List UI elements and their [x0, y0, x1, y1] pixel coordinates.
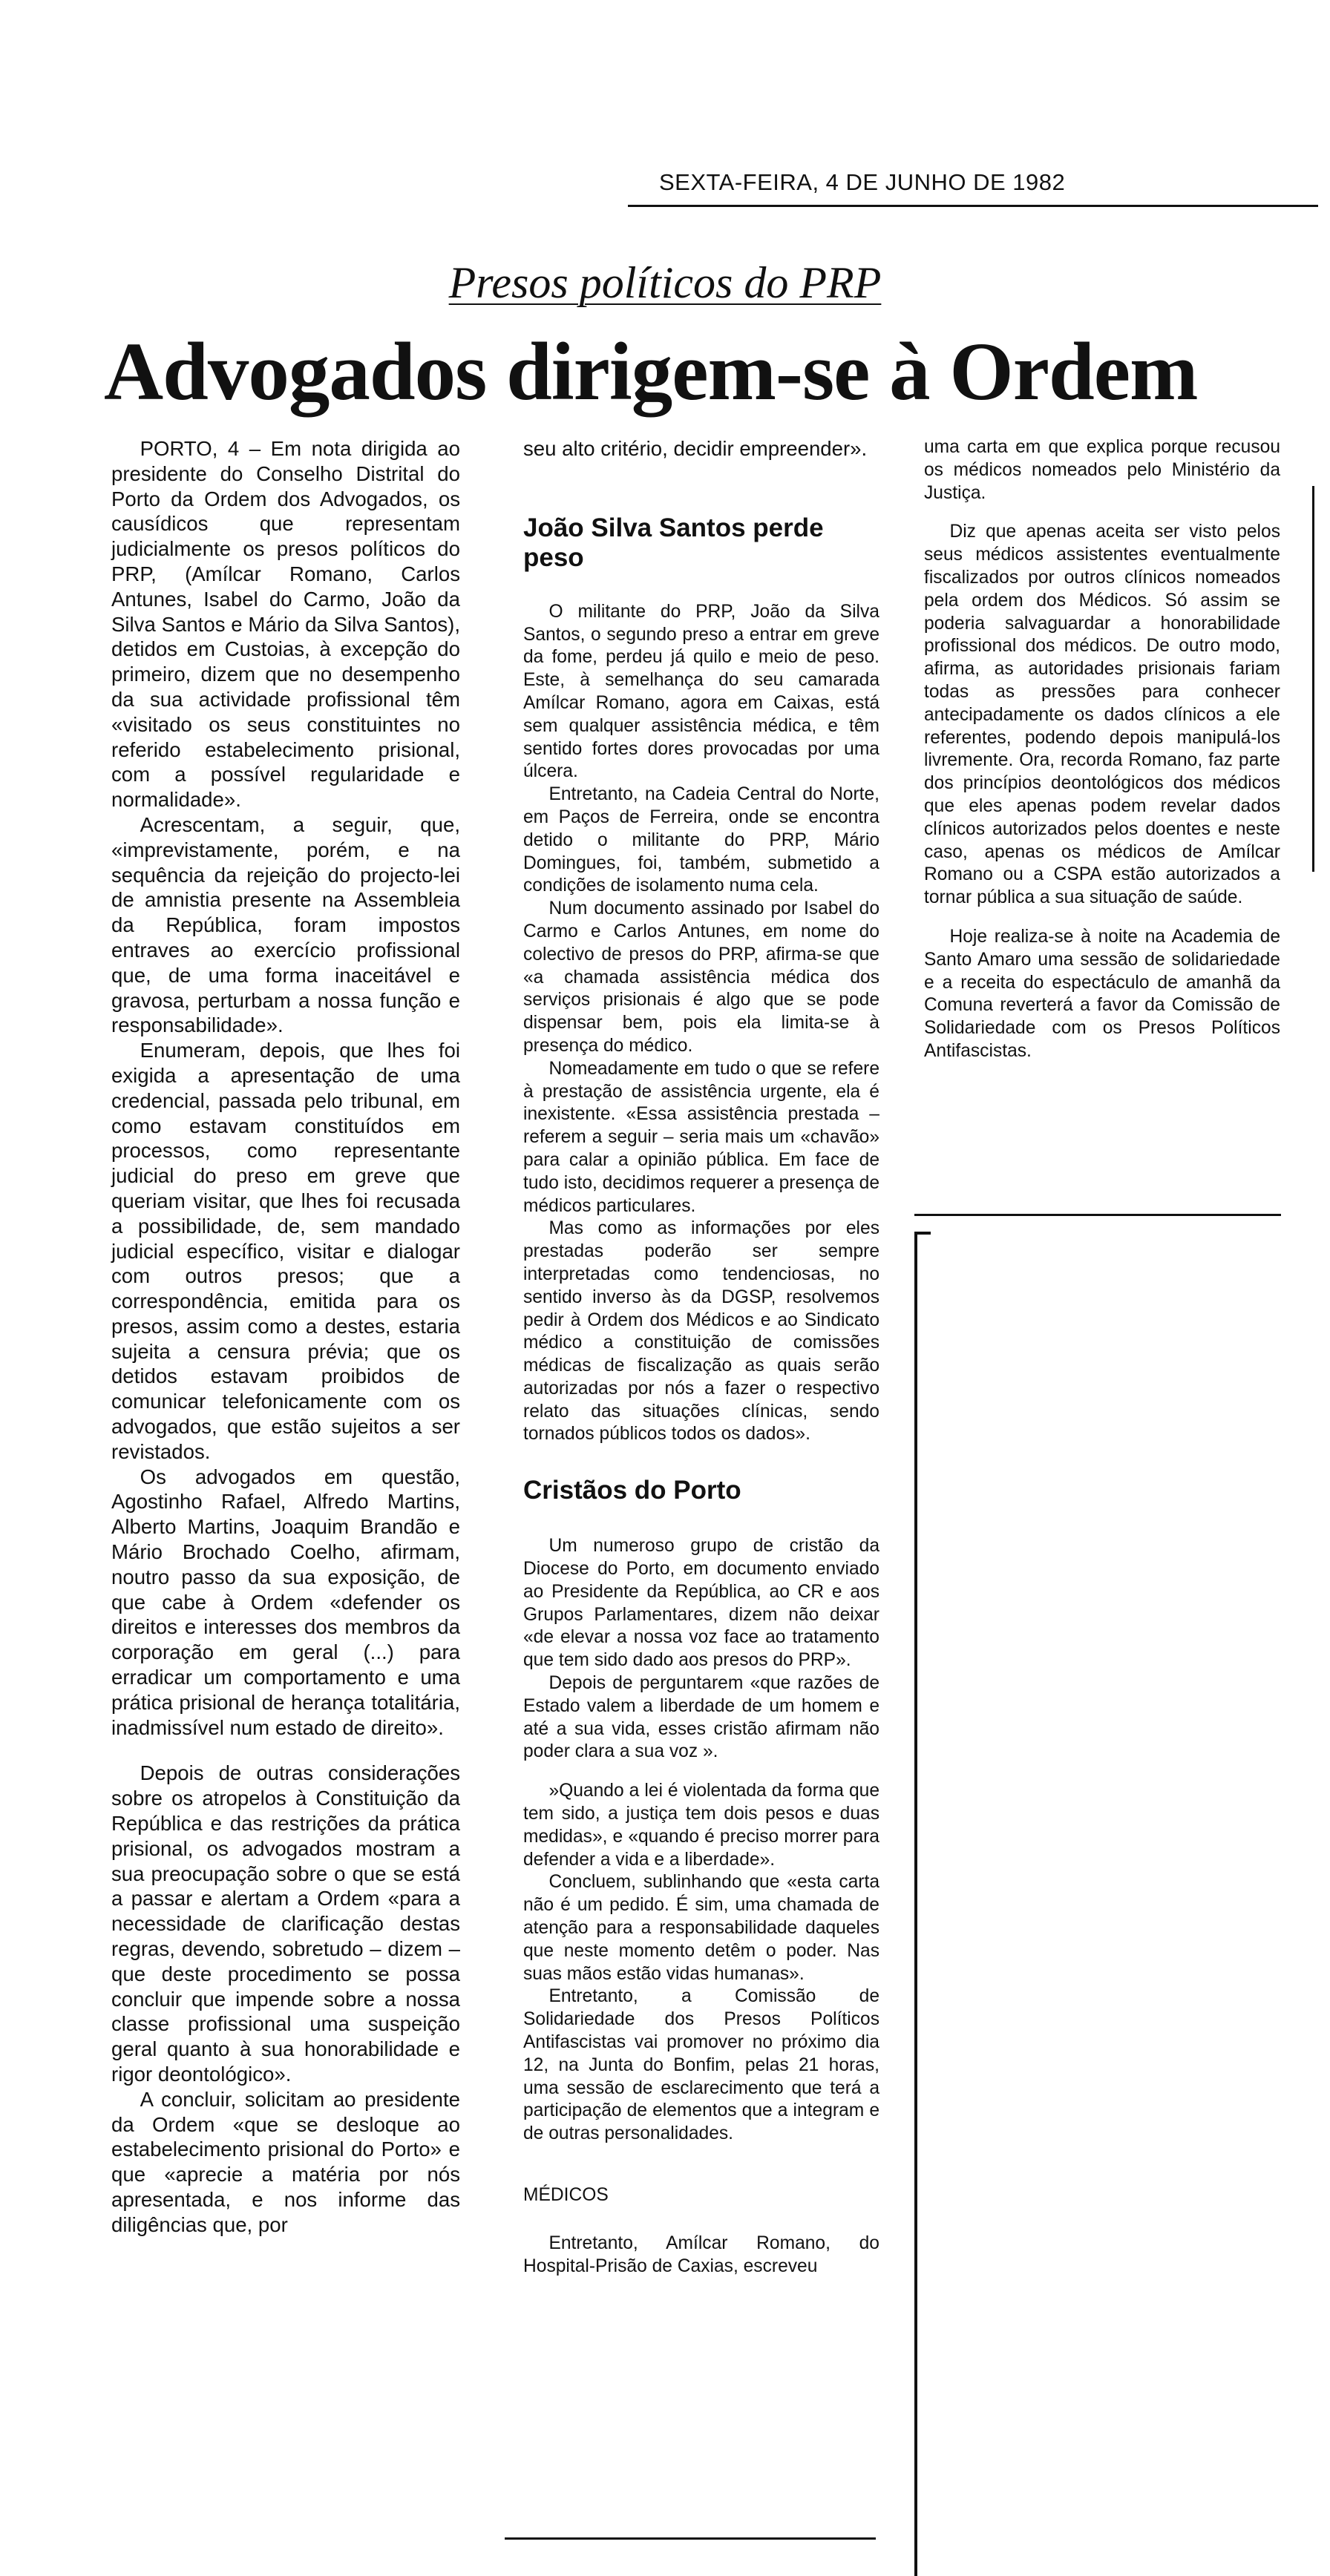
- top-rule: [628, 205, 1318, 207]
- col1-paragraph: A concluir, solicitam ao presidente da Ordem «que se desloque ao estabelecimento prisional do Porto» e que «aprecie a matéria por nós apresentada, e nos informe das diligências que, por: [111, 2087, 460, 2236]
- kicker: [0, 256, 1330, 309]
- subhead-cristaos: Cristãos do Porto: [523, 1476, 741, 1505]
- column-3: [924, 436, 1280, 1063]
- col3-paragraph: uma carta em que explica porque recusou os médicos nomeados pelo Ministério da Justiça.: [924, 437, 1280, 503]
- col1-paragraph: Os advogados em questão, Agostinho Rafael, Alfredo Martins, Alberto Martins, Joaquim Brandão e Mário Brochado Coelho, afirmam, noutro passo da sua exposição, de que cabe à Ordem «defender os direitos e interesses dos membros da corporação em geral (...) para erradicar um comportamento e uma prática prisional de herança totalitária, inadmissível num estado de direito».: [111, 1465, 460, 1739]
- joao-paragraph: O militante do PRP, João da Silva Santos, o segundo preso a entrar em greve da fome, perdeu já quilo e meio de peso. Este, à semelhança do seu camarada Amílcar Romano, agora em Caixas, está sem qualquer assistência médica, e têm sentido fortes dores provocadas por uma úlcera.: [523, 601, 879, 782]
- column-2: [523, 436, 879, 2278]
- joao-paragraph: Entretanto, na Cadeia Central do Norte, em Paços de Ferreira, onde se encontra detido o militante do PRP, Mário Domingues, foi, também, submetido a condições de isolamento numa cela.: [523, 784, 879, 896]
- col1-paragraph: Acrescentam, a seguir, que, «imprevistamente, porém, e na sequência da rejeição do projecto-lei de amnistia presente na Assembleia da República, foram impostos entraves ao exercício profissional que, de uma forma inaceitável e gravosa, perturbam a nossa função e responsabilidade».: [111, 812, 460, 1037]
- col3-paragraph: Hoje realiza-se à noite na Academia de Santo Amaro uma sessão de solidariedade e a receita do espectáculo de amanhã da Comuna reverterá a favor da Comissão de Solidariedade com os Presos Políticos Antifascistas.: [924, 926, 1280, 1061]
- cristaos-paragraph: Depois de perguntarem «que razões de Estado valem a liberdade de um homem e até a sua vida, esses cristão afirmam não poder clara a sua voz ».: [523, 1673, 879, 1762]
- box-border-left: [914, 1232, 917, 2576]
- subhead-medicos: MÉDICOS: [523, 2185, 609, 2205]
- cristaos-paragraph: Um numeroso grupo de cristão da Diocese do Porto, em documento enviado ao Presidente da República, ao CR e aos Grupos Parlamentares, dizem não deixar «de elevar a nossa voz face ao tratamento que tem sido dado aos presos do PRP».: [523, 1536, 879, 1671]
- column-2-bottom-rule: [505, 2537, 876, 2540]
- joao-paragraph: Mas como as informações por eles prestadas poderão ser sempre interpretadas como tendenciosas, no sentido inverso às da DGSP, resolvemos pedir à Ordem dos Médicos e ao Sindicato médico a constituição de comissões médicas de fiscalização as quais serão autorizadas por nós a fazer o respectivo relato das situações clínicas, sendo tornados públicos todos os dados».: [523, 1218, 879, 1445]
- dateline: SEXTA-FEIRA, 4 DE JUNHO DE 1982: [659, 169, 1066, 195]
- cristaos-paragraph: »Quando a lei é violentada da forma que tem sido, a justiça tem dois pesos e duas medidas», e «quando é preciso morrer para defender a vida e a liberdade».: [523, 1781, 879, 1870]
- cristaos-paragraph: Concluem, sublinhando que «esta carta não é um pedido. É sim, uma chamada de atenção para a responsabilidade daqueles que neste momento detêm o poder. Nas suas mãos estão vidas humanas».: [523, 1872, 879, 1984]
- headline: Advogados dirigem-se à Ordem: [104, 326, 1198, 418]
- medicos-paragraph: Entretanto, Amílcar Romano, do Hospital-Prisão de Caxias, escreveu: [523, 2232, 879, 2276]
- right-vertical-rule: [1312, 486, 1314, 872]
- column-1: [111, 436, 460, 2238]
- box-border-top: [914, 1232, 931, 1235]
- col1-paragraph: PORTO, 4 – Em nota dirigida ao presidente do Conselho Distrital do Porto da Ordem dos Advogados, os causídicos que representam judicialmente os presos políticos do PRP, (Amílcar Romano, Carlos Antunes, Isabel do Carmo, João da Silva Santos e Mário da Silva Santos), detidos em Custoias, à excepção do primeiro, dizem que no desempenho da sua actividade profissional têm «visitado os seus constituintes no referido estabelecimento prisional, com a possível regularidade e normalidade».: [111, 437, 460, 812]
- joao-paragraph: Num documento assinado por Isabel do Carmo e Carlos Antunes, em nome do colectivo de presos do PRP, afirma-se que «a chamada assistência médica dos serviços prisionais é algo que se pode dispensar bem, pois ela limita-se à presença do médico.: [523, 898, 879, 1056]
- subhead-joao: João Silva Santos perde peso: [523, 513, 824, 572]
- column-3-end-rule: [914, 1214, 1281, 1216]
- joao-paragraph: Nomeadamente em tudo o que se refere à prestação de assistência urgente, ela é inexistente. «Essa assistência prestada – referem a seguir – seria mais um «chavão» para calar a opinião pública. Em face de tudo isto, decidimos requerer a presença de médicos particulares.: [523, 1058, 879, 1216]
- col2-intro: seu alto critério, decidir empreender».: [523, 437, 868, 460]
- col1-paragraph: Enumeram, depois, que lhes foi exigida a apresentação de uma credencial, passada pelo tribunal, em como estavam constituídos em processos, como representante judicial do preso em greve que queriam visitar, que lhes foi recusada a possibilidade, de, sem mandado judicial específico, visitar e dialogar com outros presos; que a correspondência, emitida para os presos, assim como a destes, estaria sujeita a censura prévia; que os detidos estavam proibidos de comunicar telefonicamente com os advogados, que estão sujeitos a ser revistados.: [111, 1039, 460, 1463]
- col1-paragraph: Depois de outras considerações sobre os atropelos à Constituição da República e das restrições da prática prisional, os advogados mostram a sua preocupação sobre o que se está a passar e alertam a Ordem «para a necessidade de clarificação destas regras, devendo, sobretudo – dizem – que deste procedimento se possa concluir que impende sobre a nossa classe profissional uma suspeição geral quanto à sua honorabilidade e rigor deontológico».: [111, 1761, 460, 2086]
- cristaos-paragraph: Entretanto, a Comissão de Solidariedade dos Presos Políticos Antifascistas vai promover no próximo dia 12, na Junta do Bonfim, pelas 21 horas, uma sessão de esclarecimento que terá a participação de elementos que a integram e de outras personalidades.: [523, 1986, 879, 2144]
- col3-paragraph: Diz que apenas aceita ser visto pelos seus médicos assistentes eventualmente fiscalizados por outros clínicos nomeados pela ordem dos Médicos. Só assim se poderia salvaguardar a honorabilidade profissional dos médicos. De outro modo, afirma, as autoridades prisionais fariam todas as pressões para conhecer antecipadamente os dados clínicos a ele referentes, podendo depois manipulá-los livremente. Ora, recorda Romano, faz parte dos princípios deontológicos dos médicos que eles apenas podem revelar dados clínicos autorizados pelos doentes e neste caso, apenas os médicos de Amílcar Romano ou a CSPA estão autorizados a tornar pública a sua situação de saúde.: [924, 522, 1280, 908]
- kicker-text: Presos políticos do PRP: [448, 258, 882, 307]
